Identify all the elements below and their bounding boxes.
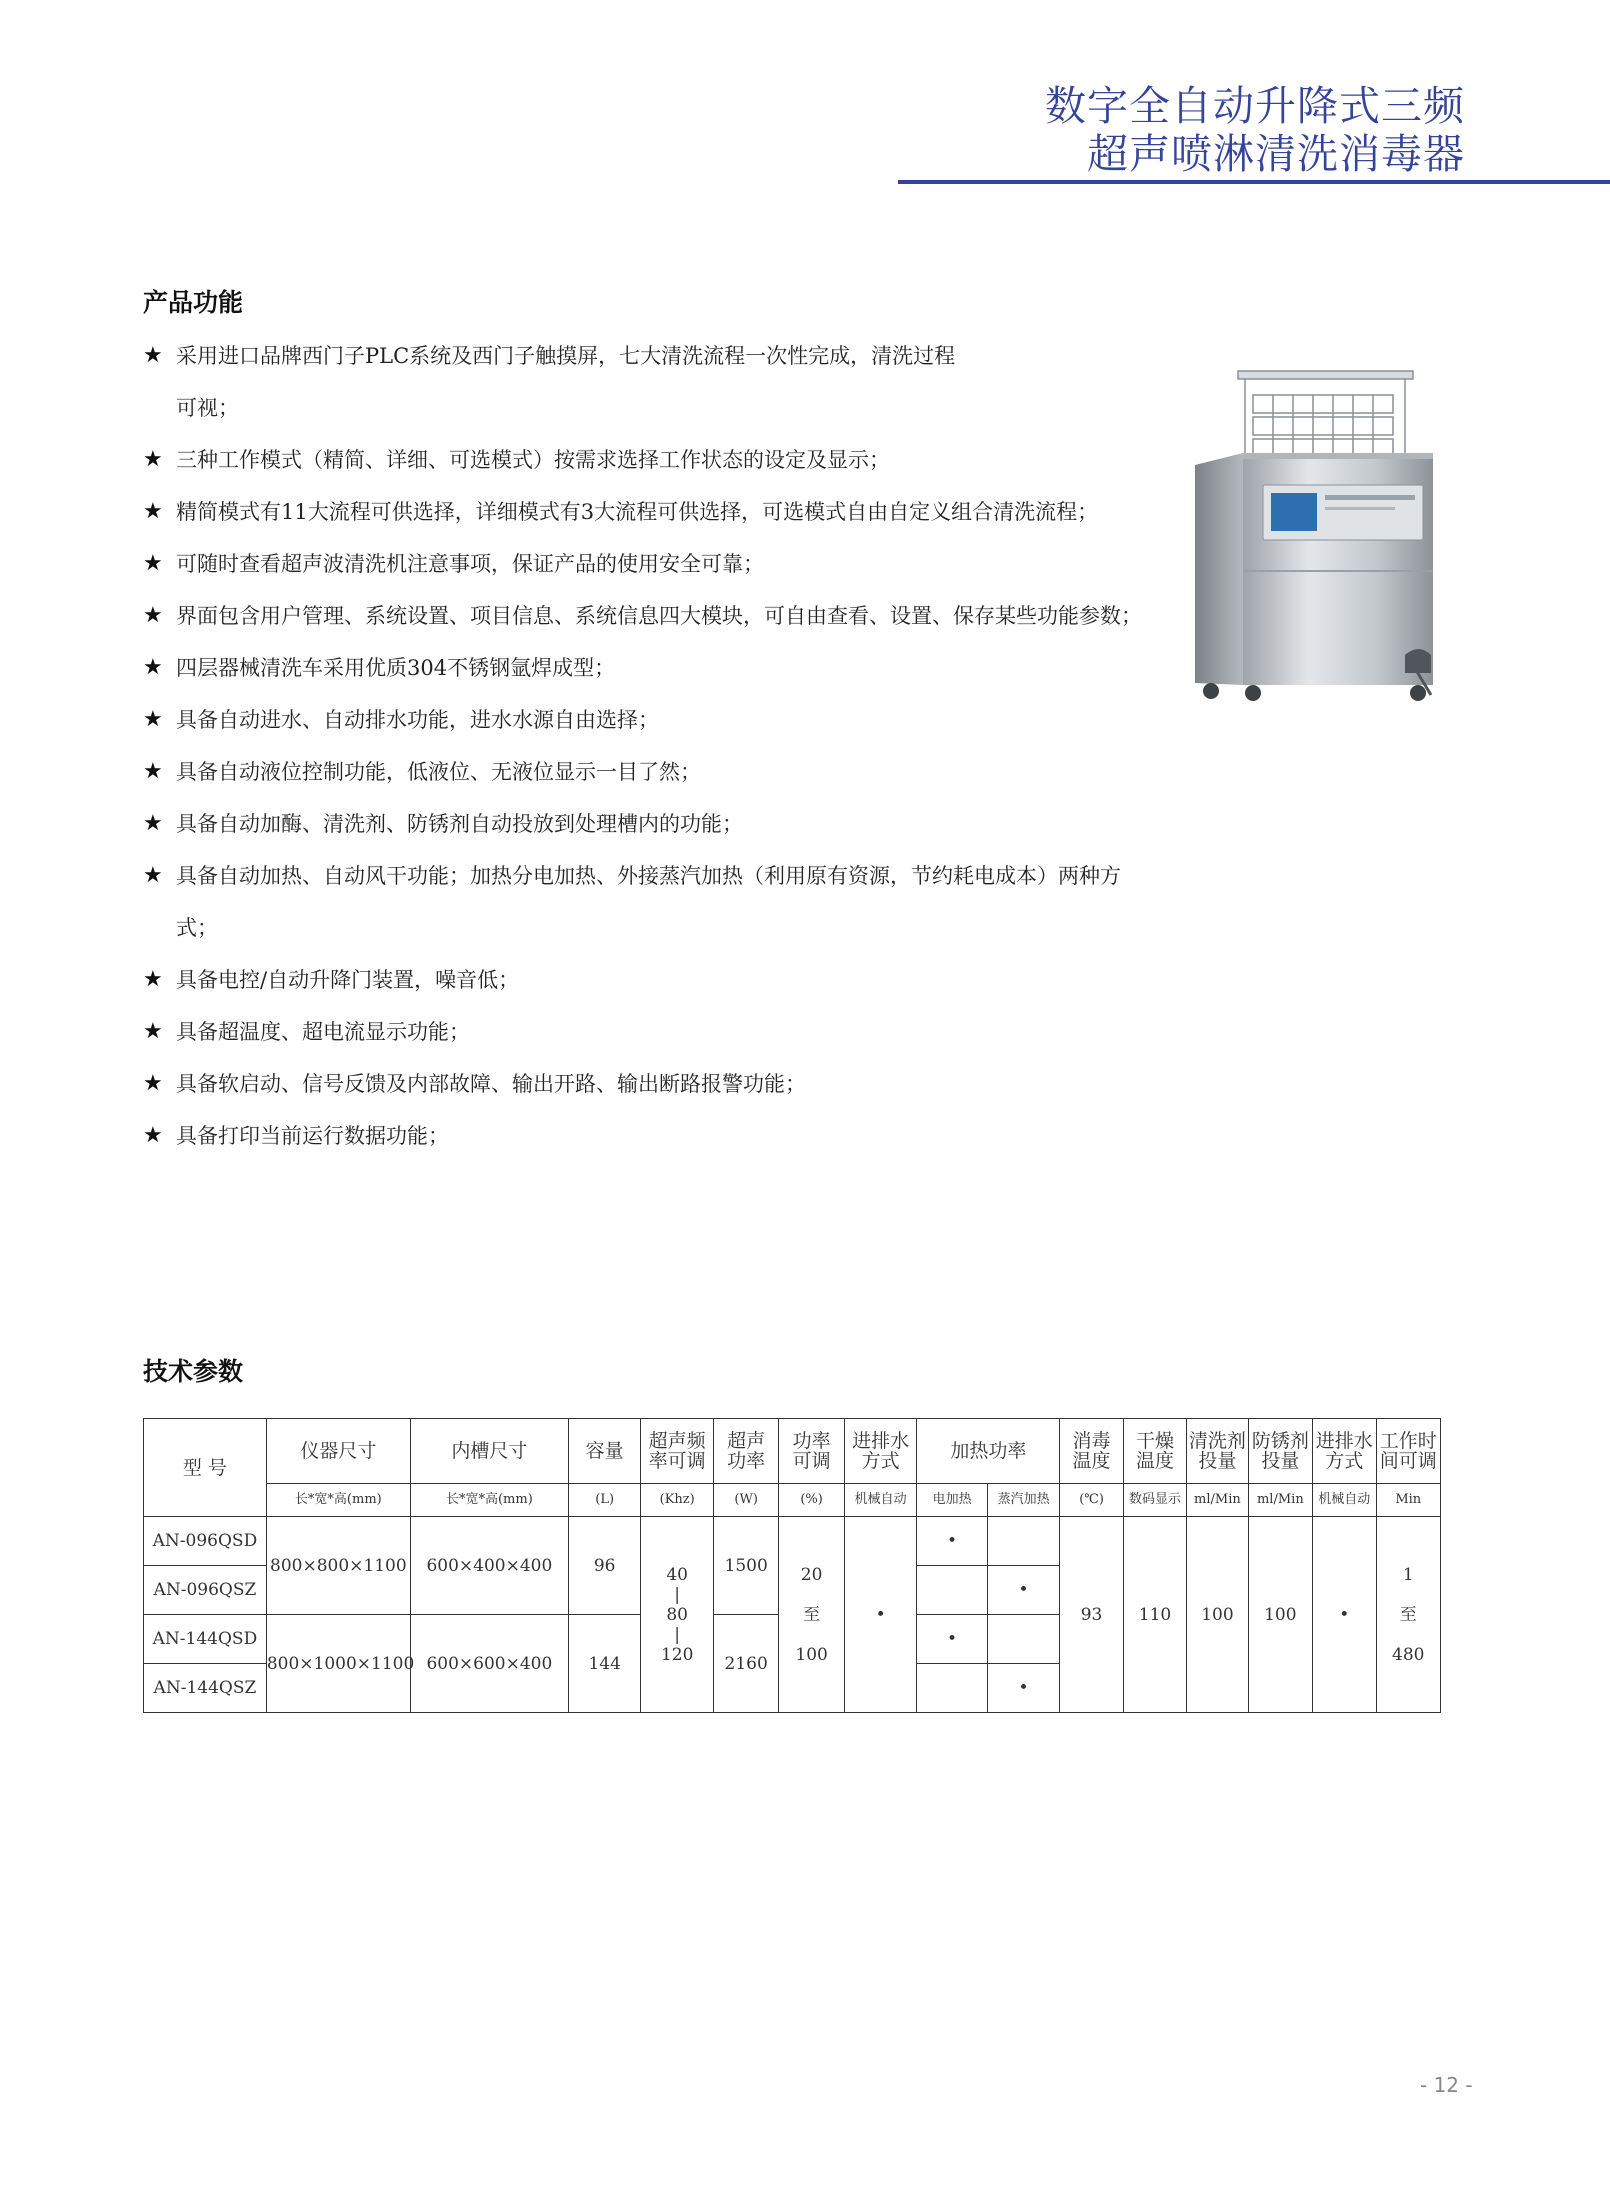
star-icon: ★ [143,1019,163,1044]
size-cell: 800×800×1100 [266,1517,410,1615]
product-image [1183,365,1453,705]
unit-detergent: ml/Min [1187,1484,1248,1517]
header-power: 超声 功率 [713,1419,778,1484]
adjust-cell: 20 至 100 [779,1517,844,1713]
header-model: 型 号 [144,1419,267,1517]
header-dry-temp: 干燥 温度 [1123,1419,1186,1484]
star-icon: ★ [143,967,163,992]
time-cell: 1 至 480 [1376,1517,1441,1713]
table-unit-row [144,1484,1441,1517]
feature-item: ★ 界面包含用户管理、系统设置、项目信息、系统信息四大模块，可自由查看、设置、保存某些功能参数； [143,590,1176,642]
feature-item: ★ 精简模式有11大流程可供选择，详细模式有3大流程可供选择，可选模式自由自定义组合清洗流程； [143,486,1136,538]
unit-steam: 蒸汽加热 [987,1484,1060,1517]
washer-rack [1238,371,1413,465]
table-row [144,1517,1441,1566]
steam-empty [987,1517,1060,1566]
size-cell: 800×1000×1100 [266,1615,410,1713]
document-title [1045,82,1465,178]
star-icon: ★ [143,811,163,836]
unit-size: 长*宽*高(mm) [266,1484,410,1517]
table-header-row [144,1419,1441,1484]
unit-tank: 长*宽*高(mm) [410,1484,568,1517]
electric-dot: • [917,1517,987,1566]
drain-dot: • [1313,1517,1376,1713]
unit-dry: 数码显示 [1123,1484,1186,1517]
steam-empty [987,1615,1060,1664]
electric-dot: • [917,1615,987,1664]
feature-item: ★ 具备自动加热、自动风干功能；加热分电加热、外接蒸汽加热（利用原有资源，节约耗电成本）两种方式； [143,850,1136,954]
title-line-2: 超声喷淋清洗消毒器 [1087,130,1465,178]
star-icon: ★ [143,863,163,888]
rust-cell: 100 [1248,1517,1312,1713]
power-cell: 1500 [713,1517,778,1615]
unit-capacity: (L) [568,1484,641,1517]
header-water: 进排水 方式 [844,1419,917,1484]
capacity-cell: 144 [568,1615,641,1713]
unit-time: Min [1376,1484,1441,1517]
unit-frequency: (Khz) [641,1484,714,1517]
unit-electric: 电加热 [917,1484,987,1517]
power-cell: 2160 [713,1615,778,1713]
header-detergent: 清洗剂 投量 [1187,1419,1248,1484]
model-cell: AN-144QSD [144,1615,267,1664]
star-icon: ★ [143,1123,163,1148]
unit-water: 机械自动 [844,1484,917,1517]
star-icon: ★ [143,499,163,524]
feature-list [143,330,1143,1162]
header-time: 工作时 间可调 [1376,1419,1441,1484]
unit-power: (W) [713,1484,778,1517]
header-frequency: 超声频 率可调 [641,1419,714,1484]
electric-empty [917,1566,987,1615]
feature-item: ★ 具备打印当前运行数据功能； [143,1110,1143,1162]
star-icon: ★ [143,603,163,628]
feature-item: ★ 具备自动液位控制功能，低液位、无液位显示一目了然； [143,746,1143,798]
feature-item: ★ 四层器械清洗车采用优质304不锈钢氩焊成型； [143,642,1143,694]
unit-drain: 机械自动 [1313,1484,1376,1517]
title-line-1: 数字全自动升降式三频 [1045,82,1465,130]
star-icon: ★ [143,447,163,472]
model-cell: AN-096QSD [144,1517,267,1566]
control-panel [1263,485,1423,540]
star-icon: ★ [143,551,163,576]
model-cell: AN-144QSZ [144,1664,267,1713]
star-icon: ★ [143,343,163,368]
star-icon: ★ [143,759,163,784]
star-icon: ★ [143,655,163,680]
steam-dot: • [987,1566,1060,1615]
star-icon: ★ [143,1071,163,1096]
tank-cell: 600×600×400 [410,1615,568,1713]
feature-item: ★ 采用进口品牌西门子PLC系统及西门子触摸屏，七大清洗流程一次性完成，清洗过程可视； [143,330,956,434]
feature-item: ★ 具备超温度、超电流显示功能； [143,1006,1143,1058]
unit-adjust: (%) [779,1484,844,1517]
electric-empty [917,1664,987,1713]
disinfect-cell: 93 [1060,1517,1123,1713]
header-tank: 内槽尺寸 [410,1419,568,1484]
feature-item: ★ 可随时查看超声波清洗机注意事项，保证产品的使用安全可靠； [143,538,1156,590]
page-number: - 12 - [1420,2073,1473,2097]
unit-disinfect: (℃) [1060,1484,1123,1517]
header-size: 仪器尺寸 [266,1419,410,1484]
tank-cell: 600×400×400 [410,1517,568,1615]
specs-heading: 技术参数 [143,1357,244,1386]
header-heating: 加热功率 [917,1419,1060,1484]
header-capacity: 容量 [568,1419,641,1484]
capacity-cell: 96 [568,1517,641,1615]
steam-dot: • [987,1664,1060,1713]
header-drain: 进排水 方式 [1313,1419,1376,1484]
model-cell: AN-096QSZ [144,1566,267,1615]
spec-table [143,1418,1441,1713]
feature-item: ★ 具备电控/自动升降门装置，噪音低； [143,954,1143,1006]
feature-item: ★ 具备自动加酶、清洗剂、防锈剂自动投放到处理槽内的功能； [143,798,1143,850]
feature-item: ★ 三种工作模式（精简、详细、可选模式）按需求选择工作状态的设定及显示； [143,434,1156,486]
features-heading: 产品功能 [143,288,244,317]
water-dot: • [844,1517,917,1713]
dry-cell: 110 [1123,1517,1186,1713]
frequency-cell: 40 | 80 | 120 [641,1517,714,1713]
feature-item: ★ 具备软启动、信号反馈及内部故障、输出开路、输出断路报警功能； [143,1058,1143,1110]
star-icon: ★ [143,707,163,732]
header-power-adjust: 功率 可调 [779,1419,844,1484]
header-rust: 防锈剂 投量 [1248,1419,1312,1484]
header-disinfect-temp: 消毒 温度 [1060,1419,1123,1484]
unit-rust: ml/Min [1248,1484,1312,1517]
title-underline [898,180,1610,184]
detergent-cell: 100 [1187,1517,1248,1713]
feature-item: ★ 具备自动进水、自动排水功能，进水水源自由选择； [143,694,1143,746]
